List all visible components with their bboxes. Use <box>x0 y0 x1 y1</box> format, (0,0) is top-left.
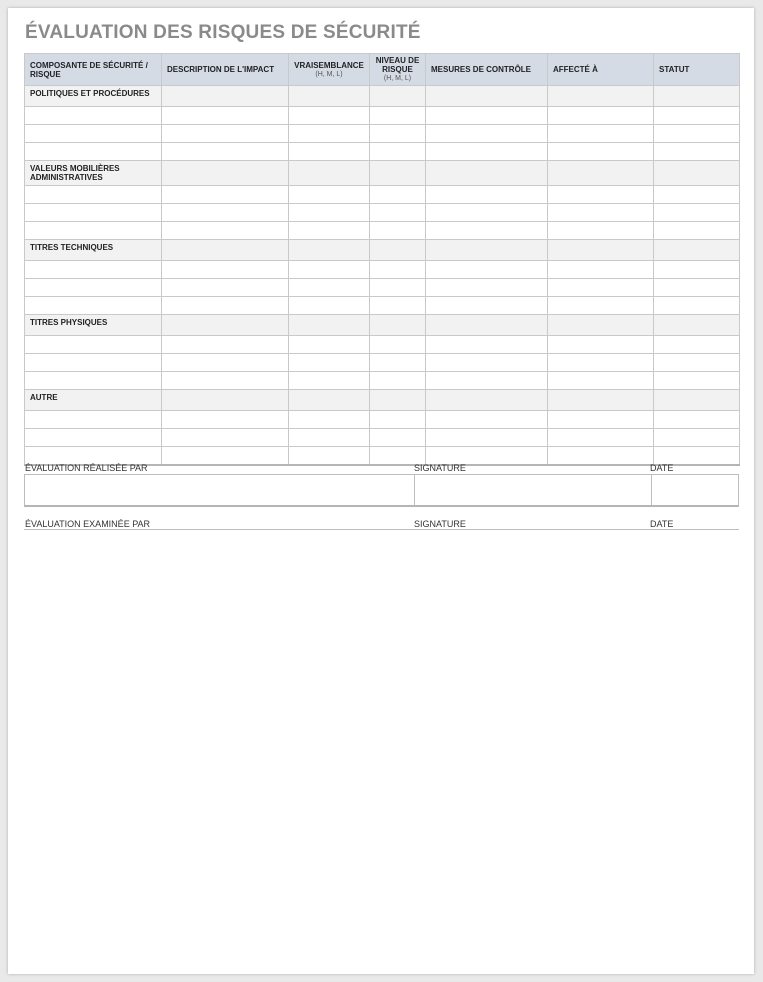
table-cell[interactable] <box>654 336 740 354</box>
table-cell[interactable] <box>162 240 289 261</box>
table-cell[interactable] <box>426 204 548 222</box>
table-cell[interactable] <box>548 186 654 204</box>
table-cell[interactable] <box>25 204 162 222</box>
table-cell[interactable] <box>162 222 289 240</box>
section-label: TITRES TECHNIQUES <box>25 240 162 261</box>
table-cell[interactable] <box>548 222 654 240</box>
table-cell[interactable] <box>25 279 162 297</box>
table-cell[interactable] <box>162 390 289 411</box>
header-risk-level-sub: (H, M, L) <box>383 75 412 82</box>
section-row <box>25 161 740 186</box>
table-cell[interactable] <box>426 372 548 390</box>
table-row <box>25 204 740 222</box>
header-status: STATUT <box>654 54 740 86</box>
signature-label-2: SIGNATURE <box>414 519 466 529</box>
table-cell[interactable] <box>548 279 654 297</box>
table-cell[interactable] <box>162 354 289 372</box>
table-cell[interactable] <box>289 297 370 315</box>
table-cell[interactable] <box>162 125 289 143</box>
table-cell[interactable] <box>426 107 548 125</box>
table-header-row <box>25 54 740 86</box>
table-cell[interactable] <box>25 354 162 372</box>
table-cell[interactable] <box>548 125 654 143</box>
table-cell[interactable] <box>289 315 370 336</box>
table-cell[interactable] <box>370 315 426 336</box>
table-cell[interactable] <box>25 336 162 354</box>
table-cell[interactable] <box>548 86 654 107</box>
table-cell[interactable] <box>162 86 289 107</box>
table-cell[interactable] <box>162 297 289 315</box>
table-cell[interactable] <box>426 297 548 315</box>
table-cell[interactable] <box>289 222 370 240</box>
table-row <box>25 279 740 297</box>
table-cell[interactable] <box>370 261 426 279</box>
table-cell[interactable] <box>548 315 654 336</box>
signature-field-1[interactable] <box>415 475 652 505</box>
table-row <box>25 143 740 161</box>
table-cell[interactable] <box>426 336 548 354</box>
section-row <box>25 240 740 261</box>
section-label: TITRES PHYSIQUES <box>25 315 162 336</box>
table-cell[interactable] <box>548 372 654 390</box>
table-row <box>25 429 740 447</box>
table-cell[interactable] <box>289 390 370 411</box>
table-cell[interactable] <box>426 86 548 107</box>
table-row <box>25 354 740 372</box>
header-assigned: AFFECTÉ À <box>548 54 654 86</box>
table-cell[interactable] <box>426 390 548 411</box>
table-cell[interactable] <box>25 372 162 390</box>
table-cell[interactable] <box>25 297 162 315</box>
risk-assessment-table <box>24 53 740 466</box>
table-cell[interactable] <box>426 315 548 336</box>
table-cell[interactable] <box>370 186 426 204</box>
table-row <box>25 261 740 279</box>
table-row <box>25 186 740 204</box>
table-cell[interactable] <box>426 125 548 143</box>
header-risk-level <box>370 54 426 86</box>
table-cell[interactable] <box>654 354 740 372</box>
table-cell[interactable] <box>289 86 370 107</box>
table-cell[interactable] <box>289 240 370 261</box>
table-cell[interactable] <box>426 240 548 261</box>
table-cell[interactable] <box>426 354 548 372</box>
table-cell[interactable] <box>289 279 370 297</box>
table-cell[interactable] <box>289 261 370 279</box>
table-cell[interactable] <box>654 240 740 261</box>
table-cell[interactable] <box>548 336 654 354</box>
table-cell[interactable] <box>370 336 426 354</box>
table-cell[interactable] <box>25 411 162 429</box>
date-field-1[interactable] <box>652 475 738 505</box>
table-cell[interactable] <box>162 429 289 447</box>
table-cell[interactable] <box>289 372 370 390</box>
table-cell[interactable] <box>162 315 289 336</box>
table-cell[interactable] <box>370 204 426 222</box>
table-cell[interactable] <box>426 279 548 297</box>
table-row <box>25 411 740 429</box>
performed-by-signoff-box <box>24 474 739 507</box>
table-cell[interactable] <box>25 186 162 204</box>
header-controls: MESURES DE CONTRÔLE <box>426 54 548 86</box>
section-label: VALEURS MOBILIÈRES ADMINISTRATIVES <box>25 161 162 186</box>
table-cell[interactable] <box>654 222 740 240</box>
section-label: AUTRE <box>25 390 162 411</box>
table-cell[interactable] <box>289 447 370 466</box>
section-row <box>25 86 740 107</box>
table-cell[interactable] <box>162 447 289 466</box>
table-cell[interactable] <box>548 447 654 466</box>
table-cell[interactable] <box>548 261 654 279</box>
header-likelihood-sub: (H, M, L) <box>315 70 343 78</box>
table-cell[interactable] <box>654 107 740 125</box>
table-cell[interactable] <box>370 354 426 372</box>
table-cell[interactable] <box>426 222 548 240</box>
table-cell[interactable] <box>162 161 289 186</box>
table-cell[interactable] <box>25 107 162 125</box>
table-cell[interactable] <box>654 315 740 336</box>
document-page <box>8 8 754 974</box>
table-cell[interactable] <box>548 107 654 125</box>
section-row <box>25 390 740 411</box>
table-cell[interactable] <box>426 186 548 204</box>
table-row <box>25 372 740 390</box>
header-likelihood-label: VRAISEMBLANCE <box>294 60 364 70</box>
header-impact: DESCRIPTION DE L'IMPACT <box>162 54 289 86</box>
table-cell[interactable] <box>289 186 370 204</box>
table-cell[interactable] <box>426 161 548 186</box>
table-cell[interactable] <box>162 336 289 354</box>
table-cell[interactable] <box>426 261 548 279</box>
table-cell[interactable] <box>289 143 370 161</box>
table-cell[interactable] <box>654 297 740 315</box>
table-cell[interactable] <box>654 186 740 204</box>
performed-by-label: ÉVALUATION RÉALISÉE PAR <box>25 463 148 473</box>
table-cell[interactable] <box>25 222 162 240</box>
table-cell[interactable] <box>654 161 740 186</box>
table-cell[interactable] <box>548 161 654 186</box>
table-cell[interactable] <box>370 107 426 125</box>
table-cell[interactable] <box>654 279 740 297</box>
table-row <box>25 336 740 354</box>
table-cell[interactable] <box>162 143 289 161</box>
table-cell[interactable] <box>162 261 289 279</box>
table-row <box>25 297 740 315</box>
table-cell[interactable] <box>548 240 654 261</box>
table-cell[interactable] <box>289 336 370 354</box>
table-cell[interactable] <box>162 204 289 222</box>
table-cell[interactable] <box>162 411 289 429</box>
table-cell[interactable] <box>370 411 426 429</box>
table-cell[interactable] <box>370 279 426 297</box>
table-cell[interactable] <box>654 429 740 447</box>
section-row <box>25 315 740 336</box>
table-row <box>25 125 740 143</box>
table-cell[interactable] <box>289 125 370 143</box>
page-title: ÉVALUATION DES RISQUES DE SÉCURITÉ <box>25 22 421 43</box>
table-cell[interactable] <box>162 186 289 204</box>
table-cell[interactable] <box>370 297 426 315</box>
table-cell[interactable] <box>654 390 740 411</box>
table-cell[interactable] <box>162 107 289 125</box>
table-cell[interactable] <box>25 125 162 143</box>
table-cell[interactable] <box>25 429 162 447</box>
reviewed-by-line[interactable] <box>24 529 739 530</box>
table-cell[interactable] <box>654 204 740 222</box>
table-cell[interactable] <box>548 429 654 447</box>
table-cell[interactable] <box>654 261 740 279</box>
signature-label-1: SIGNATURE <box>414 463 466 473</box>
table-cell[interactable] <box>25 261 162 279</box>
table-cell[interactable] <box>548 204 654 222</box>
header-likelihood <box>289 54 370 86</box>
table-cell[interactable] <box>370 240 426 261</box>
table-cell[interactable] <box>289 161 370 186</box>
table-cell[interactable] <box>654 125 740 143</box>
table-cell[interactable] <box>654 411 740 429</box>
reviewed-by-label: ÉVALUATION EXAMINÉE PAR <box>25 519 151 529</box>
table-cell[interactable] <box>289 107 370 125</box>
table-cell[interactable] <box>654 86 740 107</box>
date-label-2: DATE <box>650 519 674 529</box>
section-label: POLITIQUES ET PROCÉDURES <box>25 86 162 107</box>
header-risk-level-label: NIVEAU DE RISQUE <box>375 56 420 74</box>
table-cell[interactable] <box>548 297 654 315</box>
table-cell[interactable] <box>548 354 654 372</box>
table-row <box>25 107 740 125</box>
table-cell[interactable] <box>370 390 426 411</box>
table-cell[interactable] <box>370 222 426 240</box>
table-cell[interactable] <box>548 390 654 411</box>
performed-by-field[interactable] <box>25 475 415 505</box>
table-cell[interactable] <box>162 279 289 297</box>
table-row <box>25 222 740 240</box>
table-cell[interactable] <box>370 372 426 390</box>
table-cell[interactable] <box>289 204 370 222</box>
table-cell[interactable] <box>289 411 370 429</box>
table-cell[interactable] <box>426 411 548 429</box>
table-cell[interactable] <box>654 143 740 161</box>
table-cell[interactable] <box>370 143 426 161</box>
table-body <box>25 86 740 466</box>
table-cell[interactable] <box>370 429 426 447</box>
table-cell[interactable] <box>289 429 370 447</box>
table-cell[interactable] <box>654 372 740 390</box>
header-component: COMPOSANTE DE SÉCURITÉ / RISQUE <box>25 54 162 86</box>
table-cell[interactable] <box>370 86 426 107</box>
table-cell[interactable] <box>548 411 654 429</box>
table-cell[interactable] <box>25 143 162 161</box>
table-cell[interactable] <box>370 125 426 143</box>
table-cell[interactable] <box>370 161 426 186</box>
table-cell[interactable] <box>289 354 370 372</box>
table-cell[interactable] <box>426 143 548 161</box>
table-cell[interactable] <box>548 143 654 161</box>
date-label-1: DATE <box>650 463 674 473</box>
table-cell[interactable] <box>426 429 548 447</box>
table-cell[interactable] <box>162 372 289 390</box>
